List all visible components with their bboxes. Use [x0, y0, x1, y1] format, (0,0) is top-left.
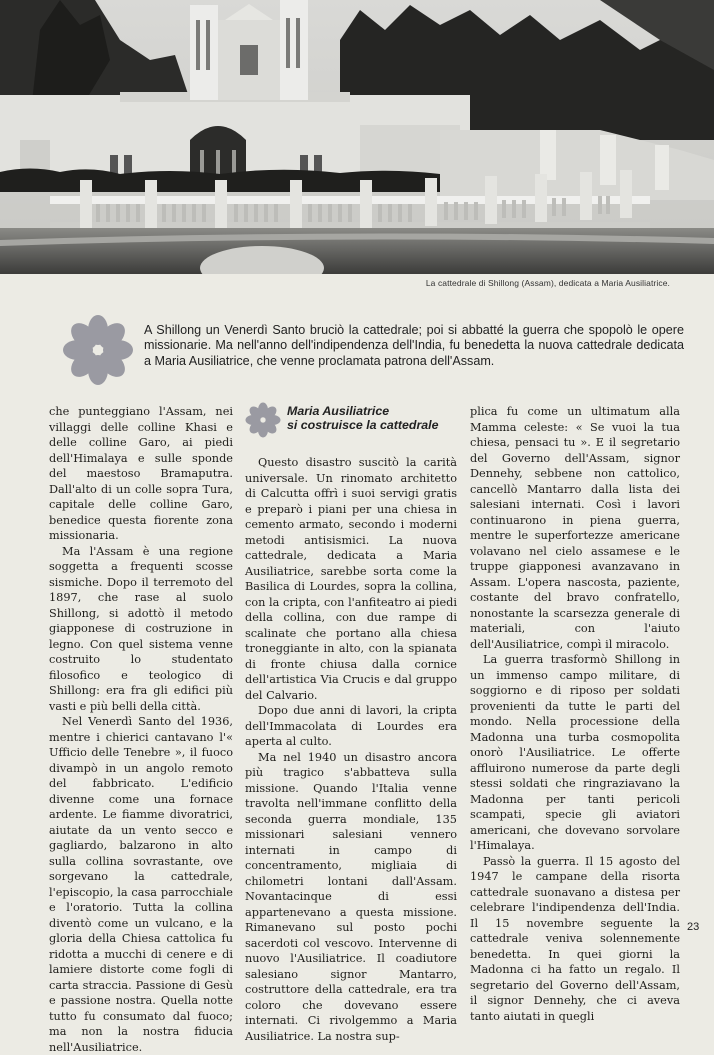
- section-heading: [245, 404, 457, 438]
- text-column-2: [245, 404, 457, 1044]
- body-paragraph: che punteggiano l'Assam, nei villaggi delle colline Khasi e delle colline Garo, ai piedi dell'Himalaya e sulle sponde del maestoso Bramaputra. Dall'alto di un colle sopra Tura, capitale delle colline Garo, benedice questa fiorente zona missionaria.: [49, 405, 233, 542]
- body-paragraph: Ma nel 1940 un disastro ancora più tragico s'abbatteva sulla missione. Quando l'Italia venne travolta nell'immane conflitto della seconda guerra mondiale, 135 missionari salesiani vennero internati in campo di concentramento, migliaia di chilometri lontani dall'Assam. Novantacinque di essi appartenevano a questa missione. Rimanevano sul posto pochi sacerdoti col vescovo. Intervenne di nuovo l'Ausiliatrice. Il coadiutore salesiano signor Mantarro, costruttore della cattedrale, era tra coloro che dovevano essere internati. Ci rivolgemmo a Maria Ausiliatrice. La nostra sup-: [245, 750, 457, 1043]
- flower-ornament-icon: [62, 314, 134, 386]
- intro-paragraph: A Shillong un Venerdì Santo bruciò la cattedrale; poi si abbatté la guerra che spopolò le opere missionarie. Ma nell'anno dell'indipendenza dell'India, fu benedetta la nuova cattedrale dedicata a Maria Ausiliatrice, che venne proclamata patrona dell'Assam.: [144, 323, 684, 368]
- body-paragraph: Questo disastro suscitò la carità universale. Un rinomato architetto di Calcutta offrì i suoi servigi gratis e preparò i piani per una chiesa in cemento armato, secondo i moderni metodi antisismici. La nuova cattedrale, dedicata a Maria Ausiliatrice, sarebbe sorta come la Basilica di Lourdes, sopra la collina, con la cripta, con l'anfiteatro ai piedi della collina, con due rampe di scalinate che portano alla chiesa troneggiante in alto, con la spianata di fronte chiusa dalla cornice dell'artistica Via Crucis e dal gruppo del Calvario.: [245, 456, 457, 702]
- page-number: 23: [687, 921, 700, 933]
- text-column-3: [470, 404, 680, 1024]
- section-heading-line1: Maria Ausiliatrice: [287, 404, 390, 418]
- cathedral-photo: [0, 0, 714, 274]
- cathedral-photo-drawing: [0, 0, 714, 274]
- section-heading-text: [287, 404, 439, 432]
- body-paragraph: La guerra trasformò Shillong in un immenso campo militare, di soggiorno e di riposo per soldati provenienti da tutte le parti del mondo. Nella processione della Madonna una turba cosmopolita onorò l'Ausiliatrice. Le offerte affluirono numerose da parte degli stessi soldati che ringraziavano la Madonna per tanti pericoli scampati, specie gli aviatori americani, che dovevano sorvolare l'Himalaya.: [470, 653, 680, 852]
- text-column-1: [49, 404, 233, 1055]
- body-paragraph: Passò la guerra. Il 15 agosto del 1947 le campane della risorta cattedrale suonavano a distesa per celebrare l'indipendenza dell'India. Il 15 novembre seguente la cattedrale veniva solennemente benedetta. In quei giorni la Madonna ci ha fatto un regalo. Il segretario del Governo dell'Assam, il signor Dennehy, che ci aveva tanto aiutati in quegli: [470, 854, 680, 1023]
- photo-caption: La cattedrale di Shillong (Assam), dedicata a Maria Ausiliatrice.: [425, 278, 670, 288]
- body-paragraph: Dopo due anni di lavori, la cripta dell'Immacolata di Lourdes era aperta al culto.: [245, 704, 457, 748]
- body-paragraph: Ma l'Assam è una regione soggetta a frequenti scosse sismiche. Dopo il terremoto del 1897, che rase al suolo Shillong, si adottò il metodo giapponese di costruzione in legno. Con quel sistema venne costruito lo studentato filosofico e teologico di Shillong: era fra gli edifici più vasti e più belli della città.: [49, 544, 233, 713]
- body-paragraph: plica fu come un ultimatum alla Mamma celeste: « Se vuoi la tua chiesa, pensaci tu ». E il segretario del Governo dell'Assam, signor Dennehy, sebbene non cattolico, cancellò Mantarro dalla lista dei salesiani internati. Così i lavori continuarono in piena guerra, mentre le superfortezze americane volavano nel cielo assamese e le truppe giapponesi avanzavano in Assam. L'opera nascosta, paziente, costante del bravo confratello, nonostante la scarsezza generale di materiali, con l'aiuto dell'Ausiliatrice, compì il miracolo.: [470, 405, 680, 651]
- section-heading-line2: si costruisce la cattedrale: [287, 418, 439, 432]
- body-paragraph: Nel Venerdì Santo del 1936, mentre i chierici cantavano l'« Ufficio delle Tenebre », il fuoco divampò in un angolo remoto del fabbricato. L'edificio divenne come una fornace ardente. Le fiamme divoratrici, aiutate da un vento secco e gagliardo, balzarono in alto sulla collina sovrastante, ove sorgevano la cattedrale, l'episcopio, la casa parrocchiale e l'oratorio. Tutta la collina diventò come un vulcano, e la gloria della Chiesa cattolica fu ridotta a mucchi di cenere e di lamiere distorte come fogli di carta straccia. Passione di Gesù e passione nostra. Quella notte tutto fu consumato dal fuoco; ma non la nostra fiducia nell'Ausiliatrice.: [49, 715, 233, 1054]
- flower-ornament-small-icon: [245, 402, 281, 438]
